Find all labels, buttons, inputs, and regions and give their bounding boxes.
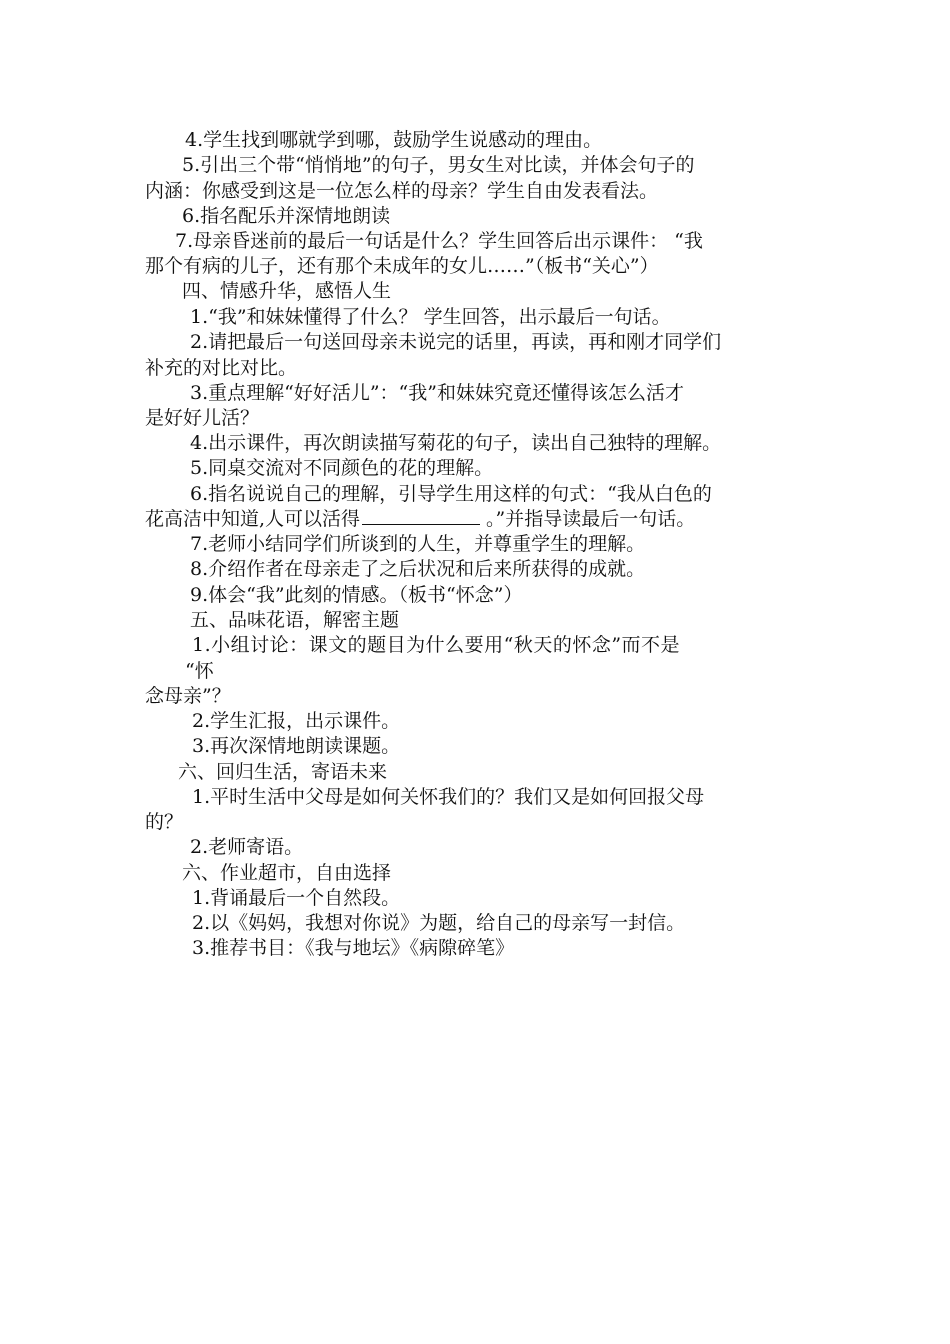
text-line: 补充的对比对比。 <box>145 357 298 379</box>
text-line: 7.老师小结同学们所谈到的人生，并尊重学生的理解。 <box>190 533 646 555</box>
text-line: 4.出示课件，再次朗读描写菊花的句子，读出自己独特的理解。 <box>190 432 722 454</box>
text-line: 9.体会“我”此刻的情感。（板书“怀念”） <box>190 584 523 606</box>
text-line: “怀 <box>185 660 214 682</box>
text-line: 2.以《妈妈，我想对你说》为题，给自己的母亲写一封信。 <box>192 912 686 934</box>
text-line: 1.平时生活中父母是如何关怀我们的？我们又是如何回报父母 <box>192 786 705 808</box>
section-heading: 六、回归生活，寄语未来 <box>178 761 388 783</box>
text-line: 内涵：你感受到这是一位怎么样的母亲？学生自由发表看法。 <box>145 180 659 202</box>
section-heading: 六、作业超市，自由选择 <box>182 862 392 884</box>
text-segment: 。”并指导读最后一句话。 <box>486 508 696 530</box>
text-line: 5.同桌交流对不同颜色的花的理解。 <box>190 457 494 479</box>
text-line: 1.背诵最后一个自然段。 <box>192 887 401 909</box>
text-line: 2.老师寄语。 <box>190 836 304 858</box>
text-line: 5.引出三个带“悄悄地”的句子，男女生对比读，并体会句子的 <box>182 154 695 176</box>
text-line: 7.母亲昏迷前的最后一句话是什么？学生回答后出示课件： “我 <box>175 230 703 252</box>
text-line: 8.介绍作者在母亲走了之后状况和后来所获得的成就。 <box>190 558 646 580</box>
text-line: 6.指名配乐并深情地朗读 <box>182 205 391 227</box>
text-line: 的？ <box>145 811 184 833</box>
text-line-with-blank <box>145 506 695 532</box>
text-line: 3.推荐书目：《我与地坛》《病隙碎笔》 <box>192 937 515 959</box>
text-line: 念母亲”？ <box>145 685 231 707</box>
text-line: 3.再次深情地朗读课题。 <box>192 735 401 757</box>
section-heading: 五、品味花语，解密主题 <box>190 609 400 631</box>
text-line: 1.小组讨论：课文的题目为什么要用“秋天的怀念”而不是 <box>192 634 681 656</box>
text-line: 2.学生汇报，出示课件。 <box>192 710 401 732</box>
text-line: 2.请把最后一句送回母亲未说完的话里，再读，再和刚才同学们 <box>190 331 722 353</box>
section-heading: 四、情感升华，感悟人生 <box>182 280 392 302</box>
fill-in-blank <box>362 506 480 525</box>
text-line: 6.指名说说自己的理解，引导学生用这样的句式：“我从白色的 <box>190 483 712 505</box>
text-line: 1.“我”和妹妹懂得了什么？ 学生回答，出示最后一句话。 <box>190 306 671 328</box>
text-segment: 花高洁中知道,人可以活得 <box>145 508 361 530</box>
text-line: 4.学生找到哪就学到哪，鼓励学生说感动的理由。 <box>185 129 603 151</box>
text-line: 是好好儿活？ <box>145 407 260 429</box>
text-line: 那个有病的儿子，还有那个未成年的女儿……”（板书“关心”） <box>145 255 659 277</box>
text-line: 3.重点理解“好好活儿”：“我”和妹妹究竟还懂得该怎么活才 <box>190 382 684 404</box>
